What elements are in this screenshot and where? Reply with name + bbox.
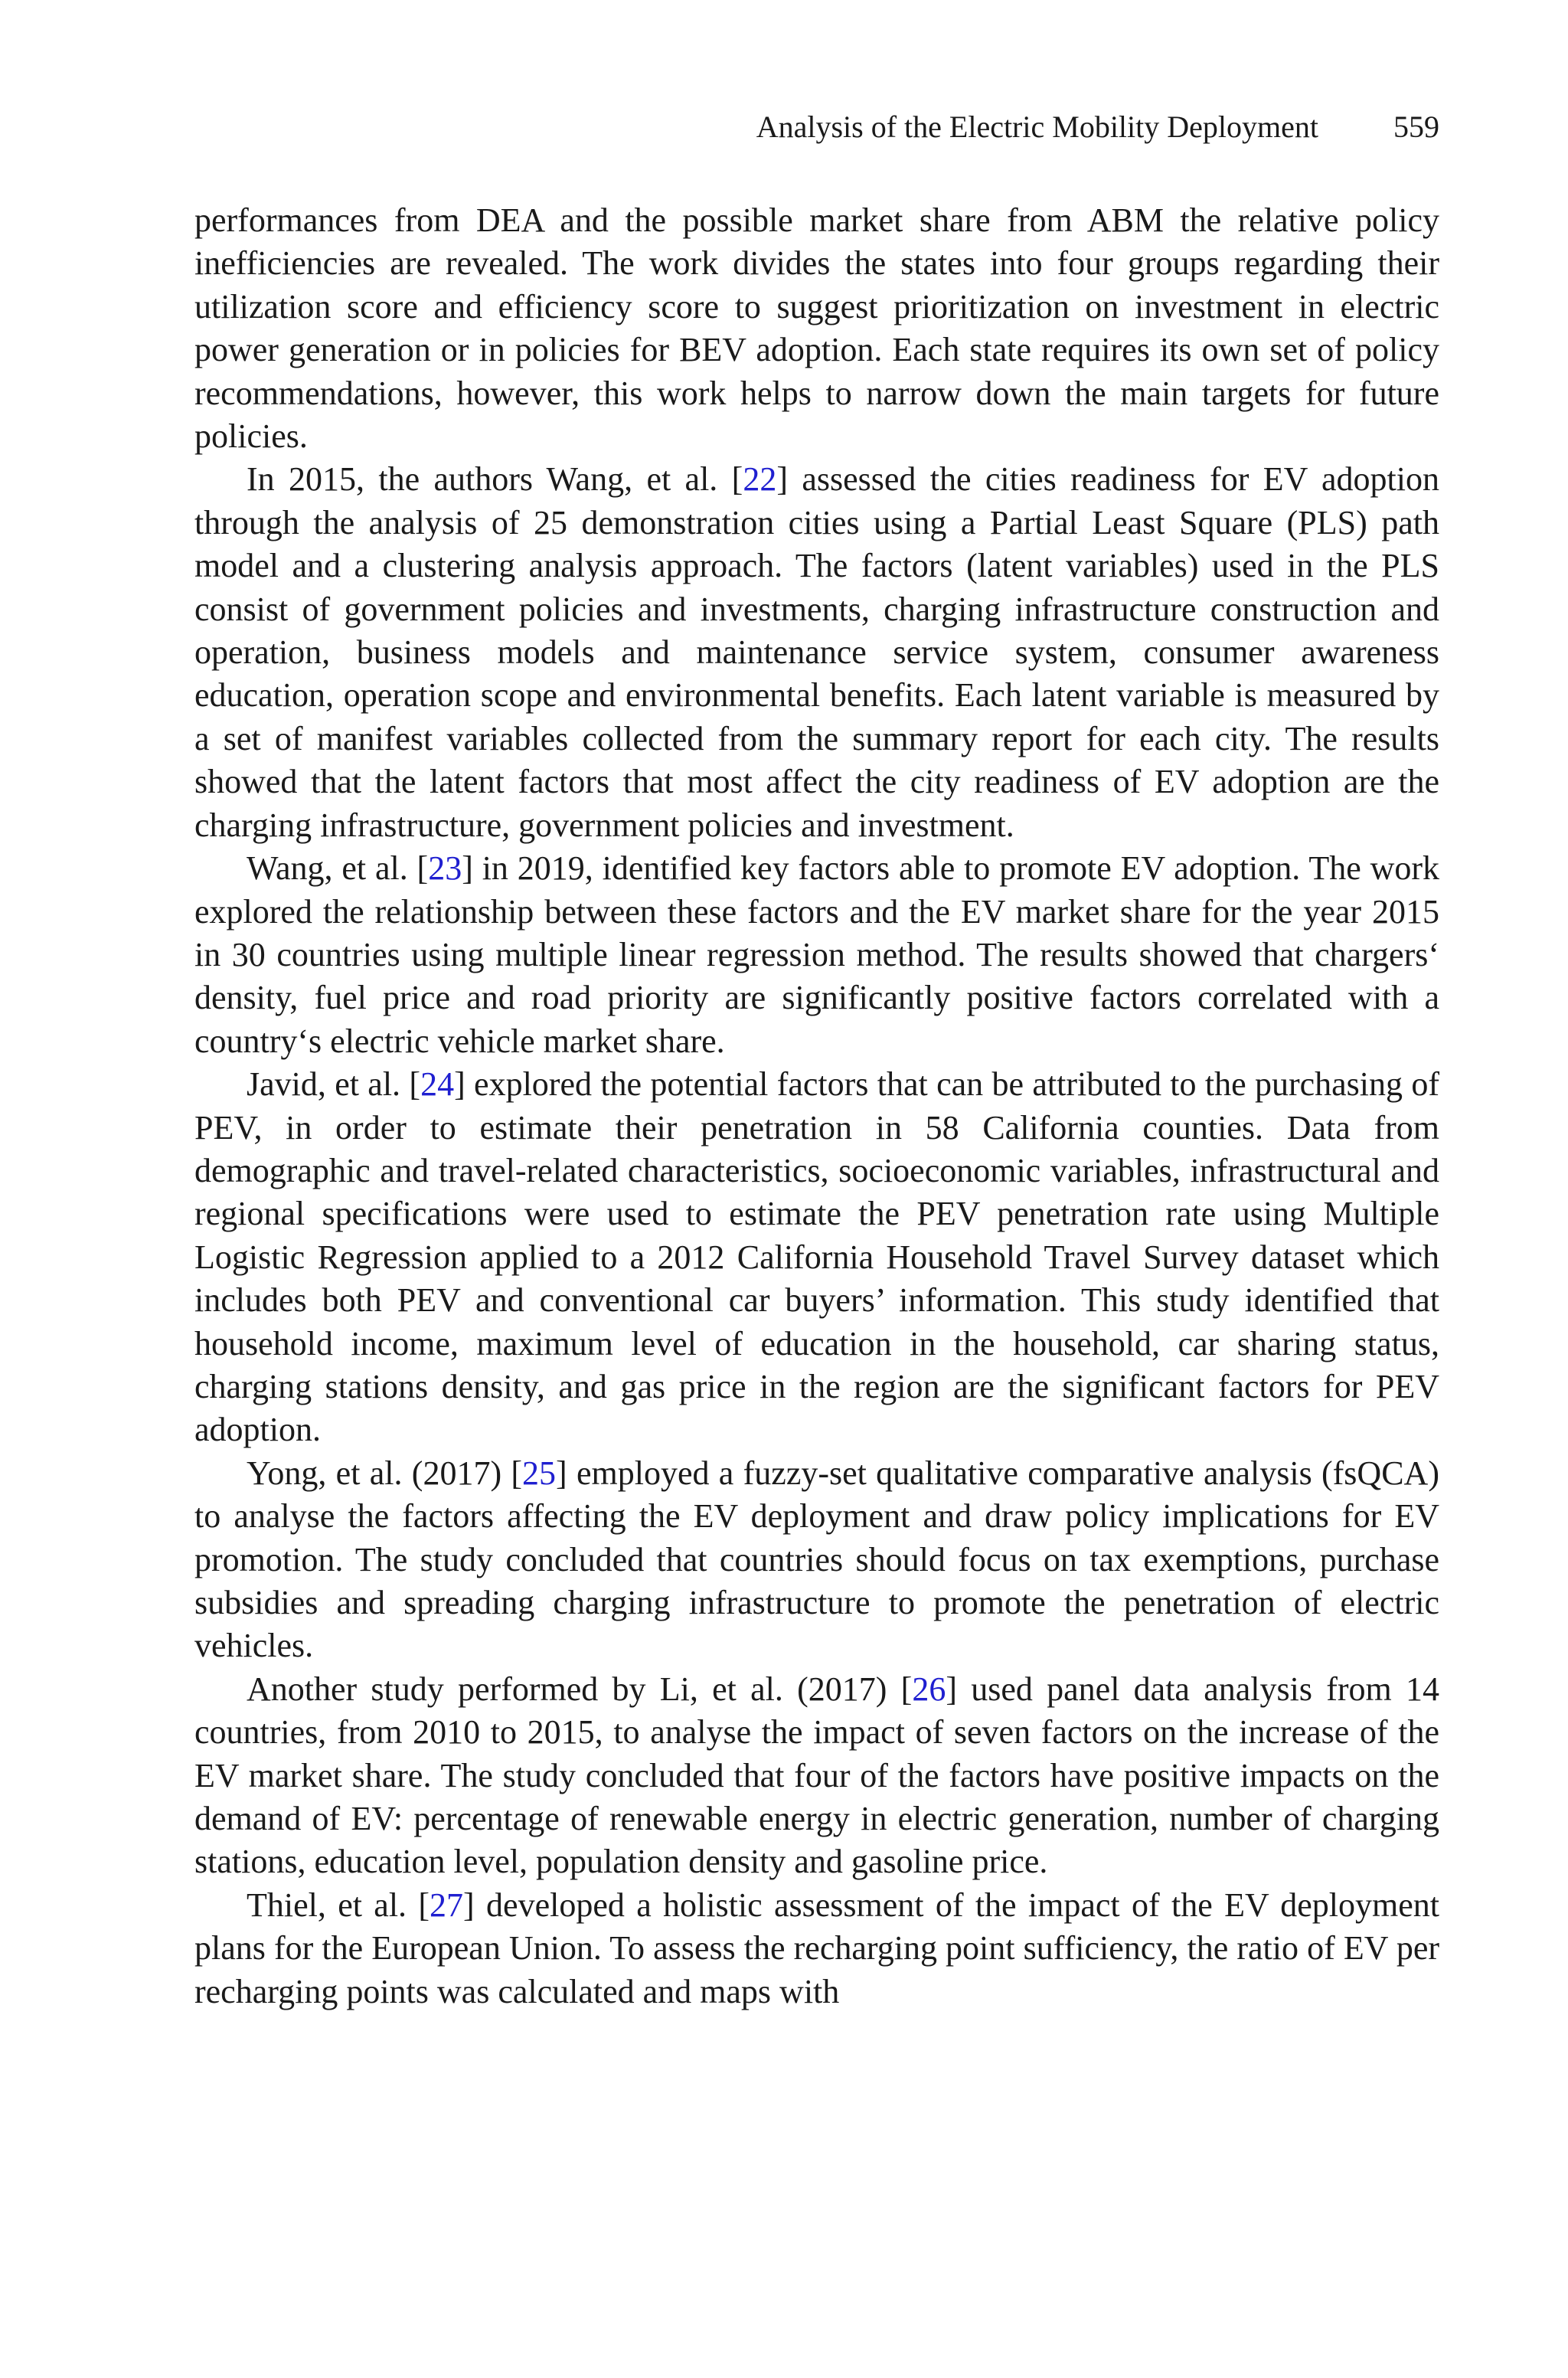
- paragraph-5: [194, 1452, 1439, 1668]
- paragraph-7-text-b: ] developed a holistic assessment of the impact of the EV deployment plans for the European Union. To assess the recharging point sufficiency, the ratio of EV per recharging points was calculated and maps with: [194, 1886, 1440, 2010]
- paragraph-1: performances from DEA and the possible market share from ABM the relative policy inefficiencies are revealed. The work divides the states into four groups regarding their utilization score and efficiency score to suggest prioritization on investment in electric power generation or in policies for BEV adoption. Each state requires its own set of policy recommendations, however, this work helps to narrow down the main targets for future policies.: [194, 201, 1439, 456]
- citation-link-23[interactable]: 23: [428, 849, 462, 888]
- paragraph-2: [194, 458, 1439, 847]
- paragraph-7: [194, 1884, 1439, 2013]
- citation-link-26[interactable]: 26: [912, 1670, 946, 1708]
- paragraph-3-text-a: Wang, et al. [: [247, 849, 429, 888]
- citation-link-25[interactable]: 25: [522, 1454, 557, 1492]
- running-header: [194, 104, 1439, 150]
- paragraph-3: [194, 847, 1439, 1063]
- paragraph-4-text-b: ] explored the potential factors that can be attributed to the purchasing of PEV, in order to estimate their penetration in 58 California counties. Data from demographic and travel-related characteristics, socioeconomic variables, infrastructural and regional specifications were used to estimate the PEV penetration rate using Multiple Logistic Regression applied to a 2012 California Household Travel Survey dataset which includes both PEV and conventional car buyers’ information. This study identified that household income, maximum level of education in the household, car sharing status, charging stations density, and gas price in the region are the significant factors for PEV adoption.: [194, 1065, 1439, 1449]
- paragraph-3-text-b: ] in 2019, identified key factors able to promote EV adoption. The work explored the relationship between these factors and the EV market share for the year 2015 in 30 countries using multiple linear regression method. The results showed that chargers‘ density, fuel price and road priority are significantly positive factors correlated with a country‘s electric vehicle market share.: [194, 849, 1439, 1060]
- citation-link-22[interactable]: 22: [743, 460, 777, 499]
- paragraph-7-text-a: Thiel, et al. [: [247, 1886, 430, 1924]
- paragraph-5-text-a: Yong, et al. (2017) [: [247, 1454, 523, 1492]
- paragraph-6-text-a: Another study performed by Li, et al. (2017) [: [247, 1670, 913, 1708]
- running-title: Analysis of the Electric Mobility Deployment: [756, 110, 1318, 144]
- paragraph-5-text-b: ] employed a fuzzy-set qualitative comparative analysis (fsQCA) to analyse the factors affecting the EV deployment and draw policy implications for EV promotion. The study concluded that countries should focus on tax exemptions, purchase subsidies and spreading charging infrastructure to promote the penetration of electric vehicles.: [194, 1454, 1439, 1665]
- article-body: [194, 199, 1439, 2013]
- paragraph-2-text-b: ] assessed the cities readiness for EV adoption through the analysis of 25 demonstration cities using a Partial Least Square (PLS) path model and a clustering analysis approach. The factors (latent variables) used in the PLS consist of government policies and investments, charging infrastructure construction and operation, business models and maintenance service system, consumer awareness education, operation scope and environmental benefits. Each latent variable is measured by a set of manifest variables collected from the summary report for each city. The results showed that the latent factors that most affect the city readiness of EV adoption are the charging infrastructure, government policies and investment.: [194, 460, 1439, 844]
- page-number: 559: [1393, 110, 1439, 144]
- citation-link-27[interactable]: 27: [430, 1886, 464, 1924]
- paragraph-6: [194, 1668, 1439, 1884]
- paragraph-4-text-a: Javid, et al. [: [247, 1065, 421, 1104]
- paragraph-4: [194, 1063, 1439, 1452]
- paragraph-6-text-b: ] used panel data analysis from 14 countries, from 2010 to 2015, to analyse the impact of seven factors on the increase of the EV market share. The study concluded that four of the factors have positive impacts on the demand of EV: percentage of renewable energy in electric generation, number of charging stations, education level, population density and gasoline price.: [194, 1670, 1439, 1881]
- citation-link-24[interactable]: 24: [420, 1065, 455, 1104]
- paragraph-2-text-a: In 2015, the authors Wang, et al. [: [247, 460, 743, 499]
